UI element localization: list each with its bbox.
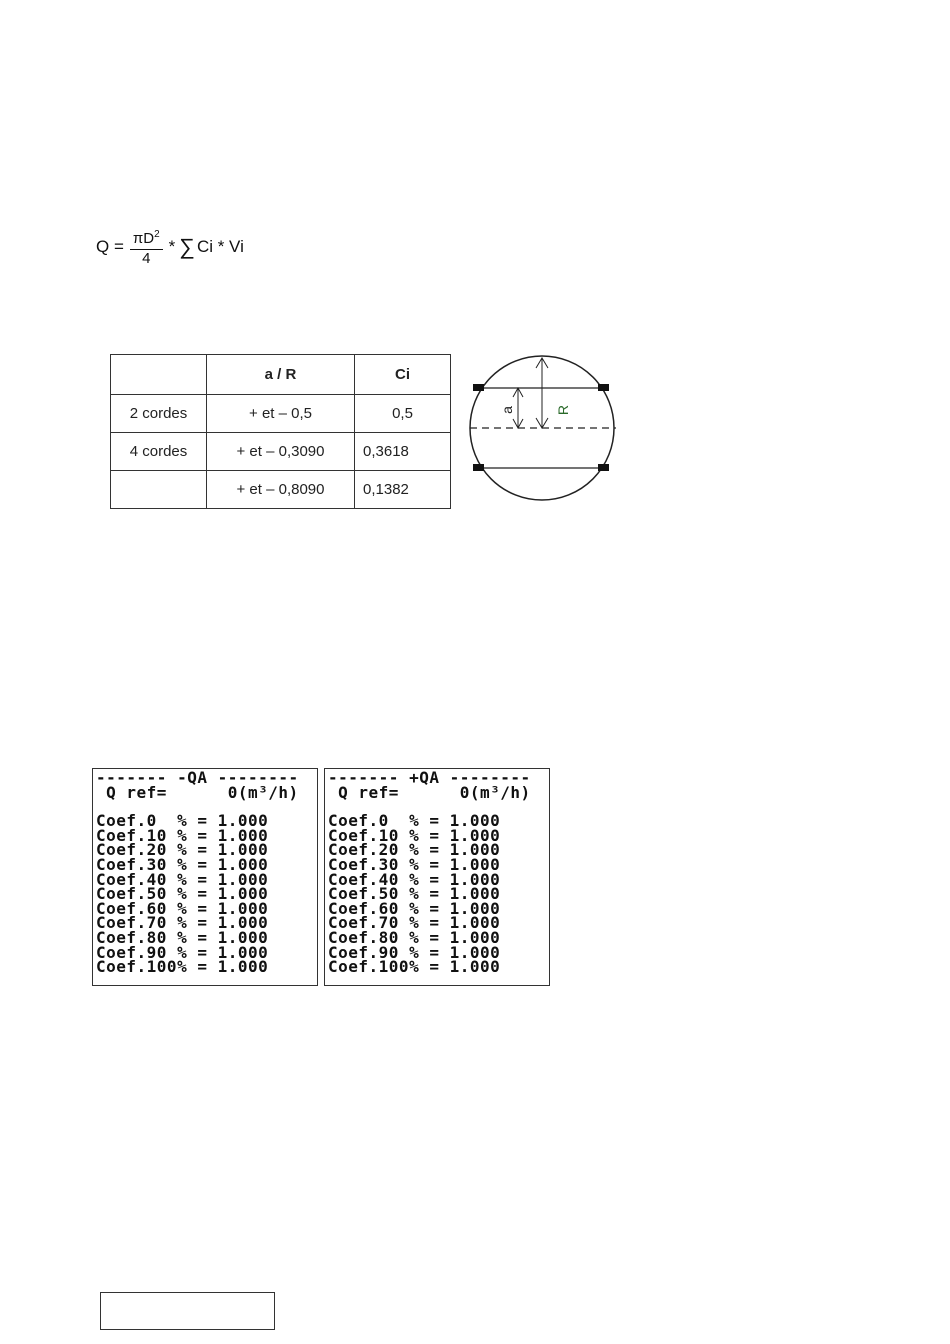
empty-text-box xyxy=(100,1292,275,1330)
coef-row: Coef.80 % = 1.000 xyxy=(328,927,501,947)
coef-row: Coef.10 % = 1.000 xyxy=(96,825,269,845)
table-row xyxy=(111,395,451,433)
coef-row: Coef.40 % = 1.000 xyxy=(96,869,269,889)
formula-lhs: Q = xyxy=(96,237,124,256)
formula-multiply: * xyxy=(168,237,176,256)
table-header-empty xyxy=(111,355,207,395)
coef-row: Coef.20 % = 1.000 xyxy=(96,840,269,860)
coef-row: Coef.10 % = 1.000 xyxy=(328,825,501,845)
screen-qref: Q ref= 0(m³/h) xyxy=(328,782,531,802)
coef-row: Coef.30 % = 1.000 xyxy=(328,854,501,874)
lcd-screen-plus-qa xyxy=(324,768,550,986)
table-cell-ci: 0,5 xyxy=(355,395,451,433)
coef-row: Coef.50 % = 1.000 xyxy=(96,884,269,904)
table-cell-a-r: + et – 0,8090 xyxy=(207,471,355,509)
sensor-marker xyxy=(473,464,484,471)
coef-row: Coef.60 % = 1.000 xyxy=(328,898,501,918)
table-cell-ci: 0,1382 xyxy=(355,471,451,509)
table-cell-label: 2 cordes xyxy=(111,395,207,433)
coef-row: Coef.100% = 1.000 xyxy=(328,957,501,977)
pipe-cross-section-diagram xyxy=(460,352,630,507)
screen-qref: Q ref= 0(m³/h) xyxy=(96,782,299,802)
numerator-text: πD xyxy=(132,229,155,247)
coef-row: Coef.100% = 1.000 xyxy=(96,957,269,977)
sensor-marker xyxy=(598,384,609,391)
formula-sum-term: Ci * Vi xyxy=(196,237,244,256)
table-row xyxy=(111,433,451,471)
label-a: a xyxy=(499,406,515,414)
coef-row: Coef.50 % = 1.000 xyxy=(328,884,501,904)
lcd-screen-minus-qa xyxy=(92,768,318,986)
formula-exponent: 2 xyxy=(154,228,160,240)
table-cell-label xyxy=(111,471,207,509)
coef-row: Coef.80 % = 1.000 xyxy=(96,927,269,947)
table-header-ci: Ci xyxy=(355,355,451,395)
formula-numerator xyxy=(130,227,163,250)
sigma-symbol: ∑ xyxy=(179,234,195,259)
table-row xyxy=(111,471,451,509)
coef-row: Coef.70 % = 1.000 xyxy=(328,913,501,933)
chord-coefficient-table xyxy=(110,354,451,509)
sensor-marker xyxy=(473,384,484,391)
screen-header: ------- -QA -------- xyxy=(96,768,299,787)
coef-row: Coef.0 % = 1.000 xyxy=(96,811,269,831)
label-r: R xyxy=(555,404,571,416)
table-cell-a-r: + et – 0,5 xyxy=(207,395,355,433)
coef-row: Coef.70 % = 1.000 xyxy=(96,913,269,933)
flow-formula xyxy=(96,222,244,272)
coef-row: Coef.30 % = 1.000 xyxy=(96,854,269,874)
coef-row: Coef.60 % = 1.000 xyxy=(96,898,269,918)
formula-fraction xyxy=(130,227,163,268)
coef-row: Coef.90 % = 1.000 xyxy=(328,942,501,962)
coef-row: Coef.20 % = 1.000 xyxy=(328,840,501,860)
table-cell-label: 4 cordes xyxy=(111,433,207,471)
screen-header: ------- +QA -------- xyxy=(328,768,531,787)
coef-row: Coef.0 % = 1.000 xyxy=(328,811,501,831)
formula-denominator: 4 xyxy=(142,249,151,267)
table-header-a-r: a / R xyxy=(207,355,355,395)
table-cell-ci: 0,3618 xyxy=(355,433,451,471)
table-cell-a-r: + et – 0,3090 xyxy=(207,433,355,471)
coef-row: Coef.40 % = 1.000 xyxy=(328,869,501,889)
coef-row: Coef.90 % = 1.000 xyxy=(96,942,269,962)
table-header-row xyxy=(111,355,451,395)
sensor-marker xyxy=(598,464,609,471)
